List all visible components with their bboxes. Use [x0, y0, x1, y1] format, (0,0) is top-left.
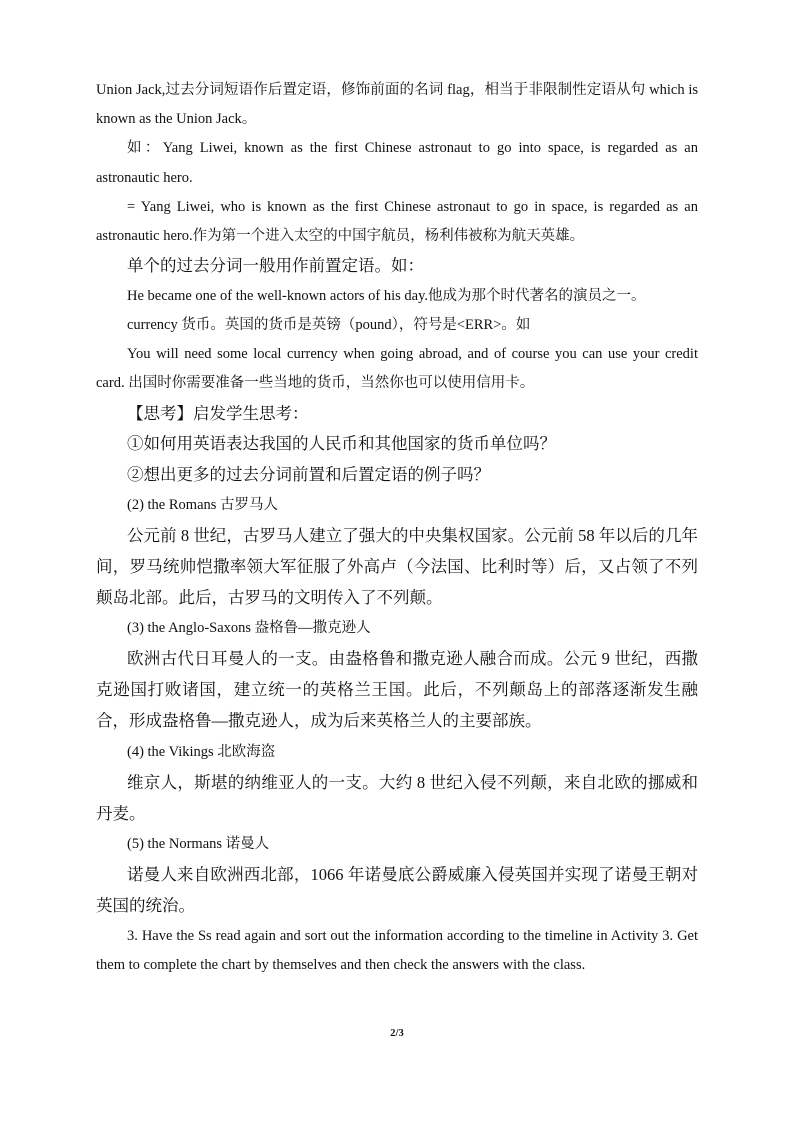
- thinking-question-1: ①如何用英语表达我国的人民币和其他国家的货币单位吗？: [127, 434, 556, 454]
- example-local-currency: You will need some local currency when going abroad, and of course you can use your credit card. 出国时你需要准备一些当地的货币，当然你也可以使用信用卡。: [96, 346, 698, 392]
- paragraph-past-participle-note: 单个的过去分词一般用作前置定语。如：: [127, 256, 424, 276]
- example-well-known-actors: He became one of the well-known actors of his day.他成为那个时代著名的演员之一。: [127, 287, 646, 304]
- section-heading-romans: (2) the Romans 古罗马人: [127, 497, 279, 514]
- thinking-heading: 【思考】启发学生思考：: [127, 403, 309, 423]
- section-body-anglo-saxons: 欧洲古代日耳曼人的一支。由盎格鲁和撒克逊人融合而成。公元 9 世纪，西撒克逊国打败诸国，建立统一的英格兰王国。此后，不列颠岛上的部落逐渐发生融合，形成盎格鲁—撒克逊人，成为后来英格兰人的主要部族。: [96, 649, 698, 731]
- section-heading-anglo-saxons: (3) the Anglo-Saxons 盎格鲁—撒克逊人: [127, 620, 371, 637]
- page-content: [96, 76, 698, 980]
- instruction-activity-3: 3. Have the Ss read again and sort out the information according to the timeline in Activity 3. Get them to complete the chart by themselves and then check the answers with the class.: [96, 928, 698, 974]
- example-yang-liwei: 如：Yang Liwei, known as the first Chinese astronaut to go into space, is regarded as an astronautic hero.: [96, 140, 698, 186]
- section-body-normans: 诺曼人来自欧洲西北部，1066 年诺曼底公爵威廉入侵英国并实现了诺曼王朝对英国的统治。: [96, 865, 698, 916]
- section-heading-vikings: (4) the Vikings 北欧海盗: [127, 743, 276, 760]
- page-number: 2/3: [390, 1028, 404, 1039]
- paragraph-currency: currency 货币。英国的货币是英镑（pound），符号是<ERR>。如: [127, 316, 531, 333]
- section-heading-normans: (5) the Normans 诺曼人: [127, 836, 270, 853]
- section-body-romans: 公元前 8 世纪，古罗马人建立了强大的中央集权国家。公元前 58 年以后的几年间，罗马统帅恺撒率领大军征服了外高卢（今法国、比利时等）后，又占领了不列颠岛北部。此后，古罗马的文明传入了不列颠。: [96, 526, 698, 607]
- example-yang-liwei-rewrite: = Yang Liwei, who is known as the first Chinese astronaut to go in space, is regarded as an astronautic hero.作为第一个进入太空的中国宇航员，杨利伟被称为航天英雄。: [96, 198, 698, 245]
- section-body-vikings: 维京人，斯堪的纳维亚人的一支。大约 8 世纪入侵不列颠，来自北欧的挪威和丹麦。: [96, 772, 698, 823]
- paragraph-union-jack: Union Jack,过去分词短语作后置定语，修饰前面的名词 flag，相当于非限制性定语从句 which is known as the Union Jack。: [96, 82, 698, 128]
- thinking-question-2: ②想出更多的过去分词前置和后置定语的例子吗？: [127, 464, 490, 484]
